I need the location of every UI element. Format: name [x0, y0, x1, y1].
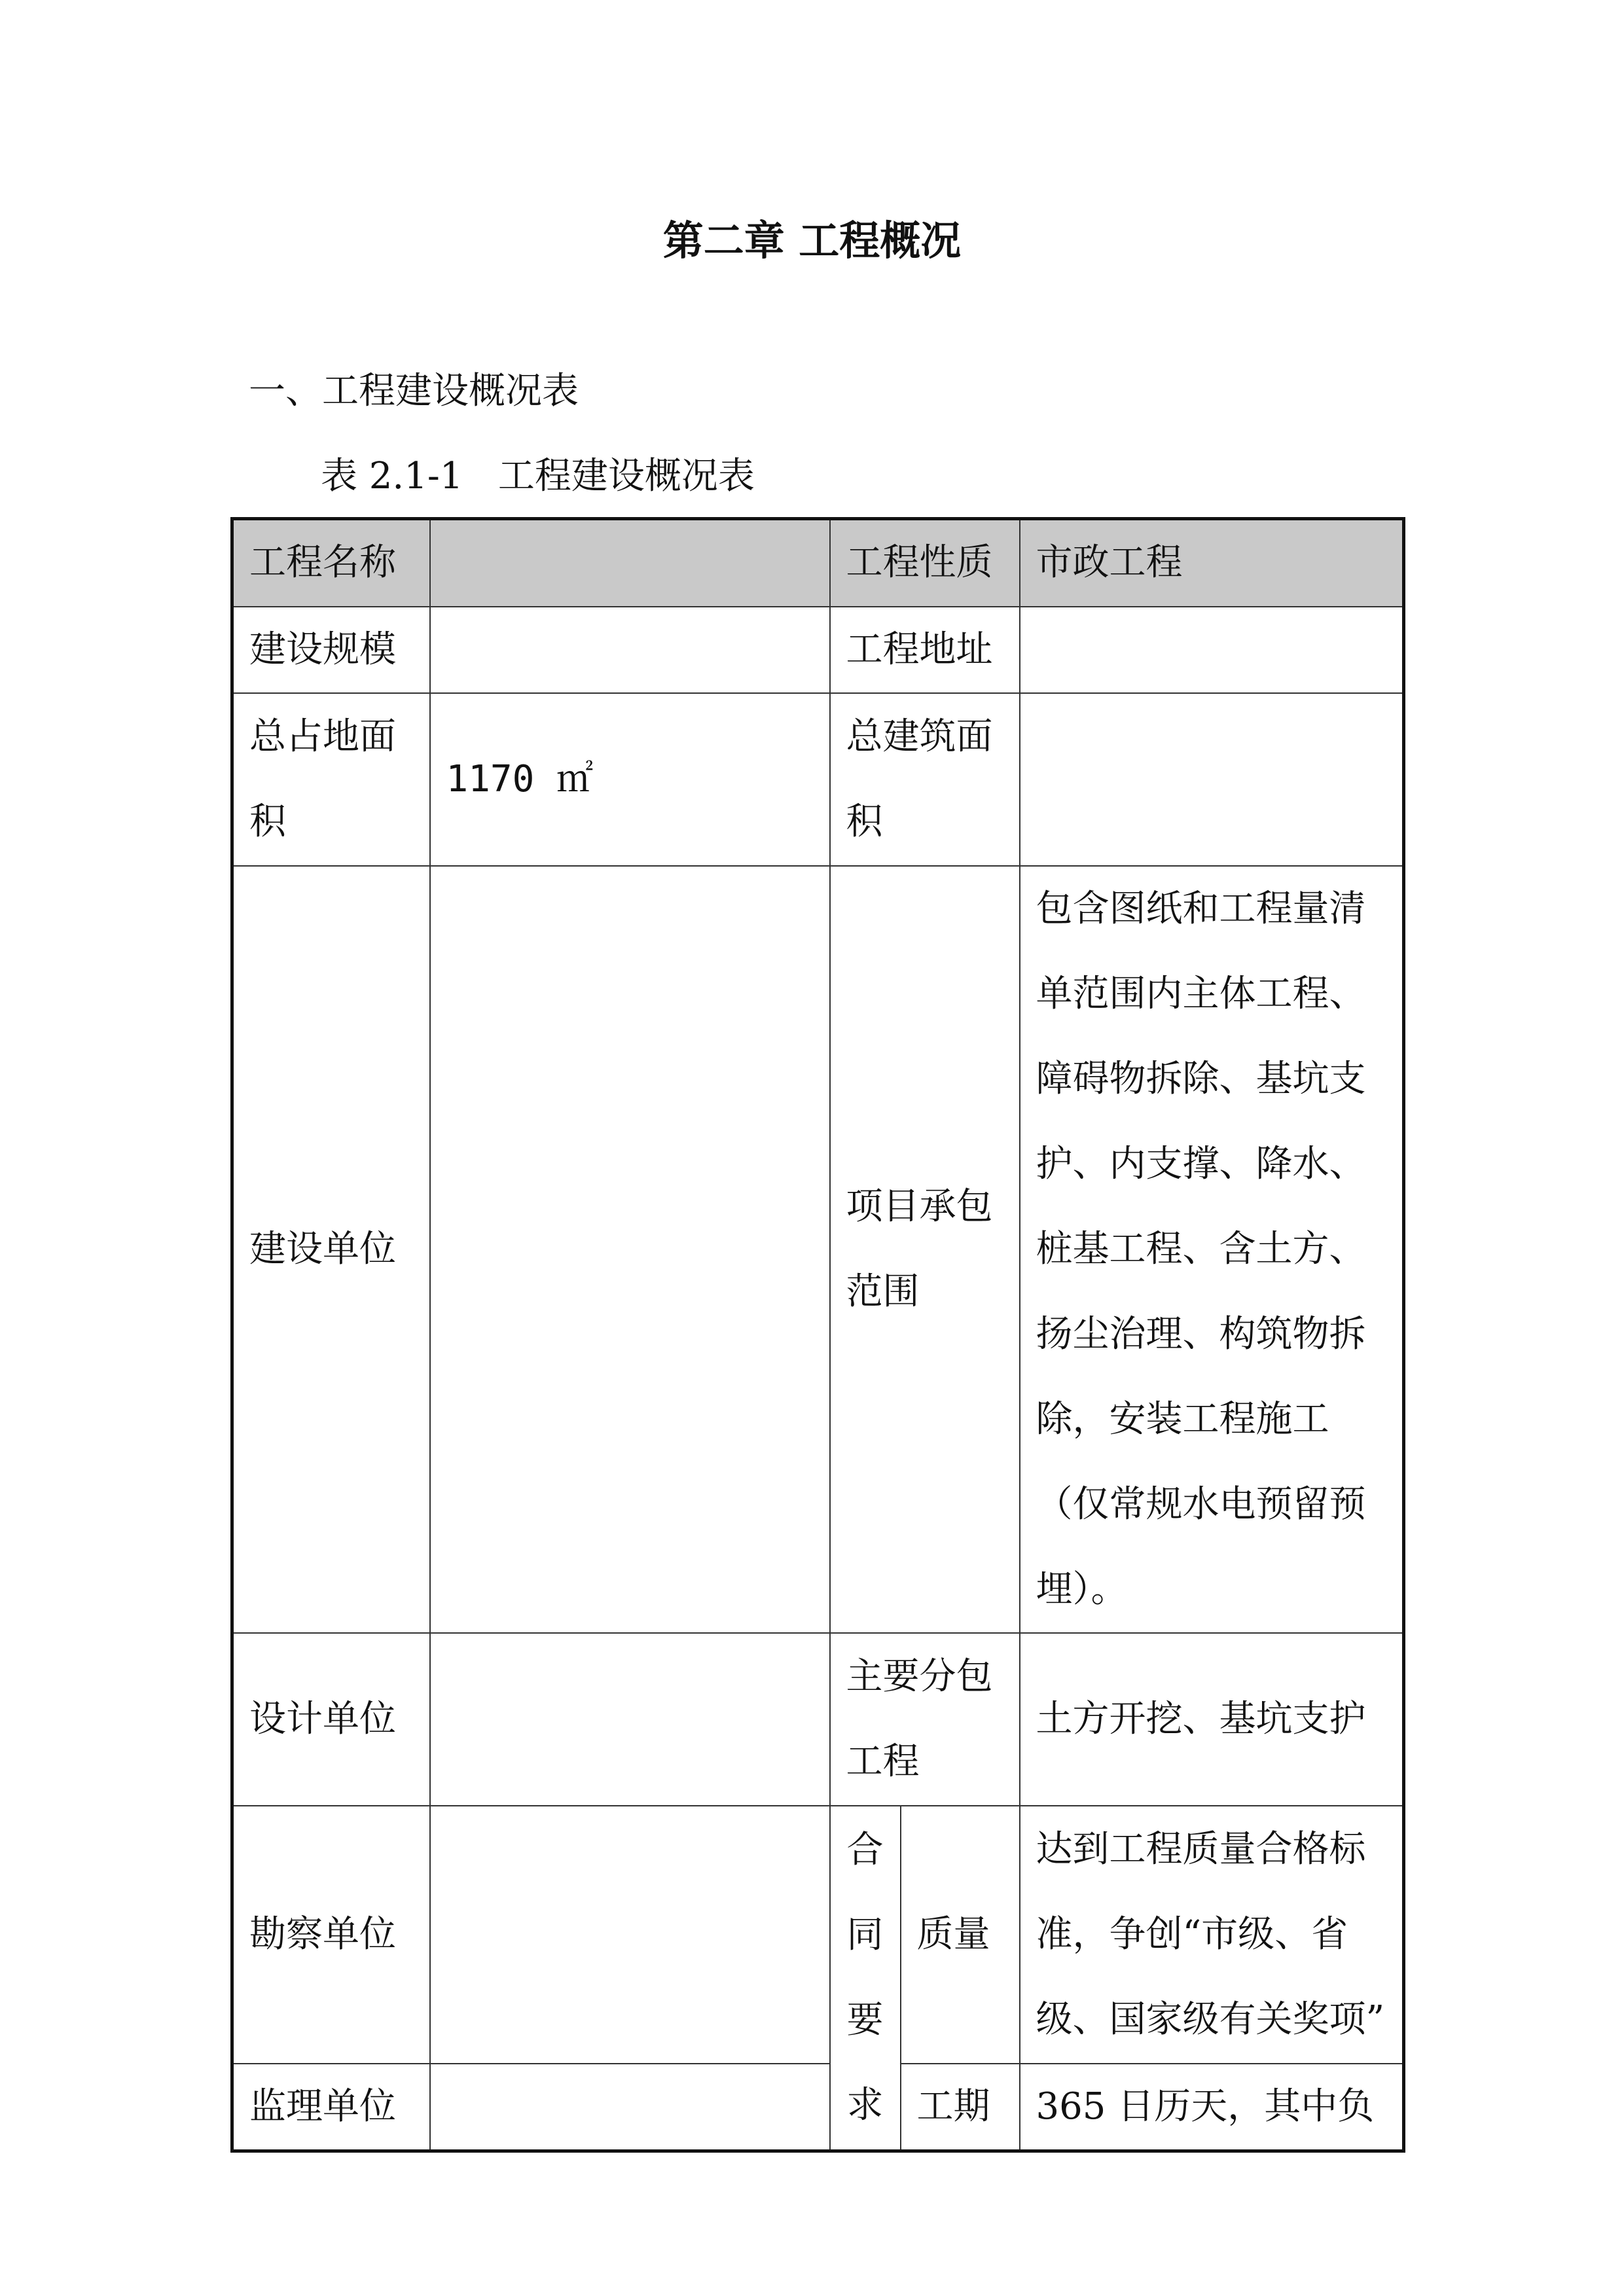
duration-label: 工期 — [901, 2064, 1020, 2151]
surveyor-value — [430, 1806, 830, 2064]
subcontract-label: 主要分包工程 — [830, 1633, 1020, 1806]
owner-label: 建设单位 — [232, 866, 430, 1633]
project-overview-table — [230, 517, 1405, 2153]
supervisor-value — [430, 2064, 830, 2151]
project-nature-label: 工程性质 — [830, 519, 1020, 607]
quality-label: 质量 — [901, 1806, 1020, 2064]
table-row — [232, 2064, 1404, 2151]
surveyor-label: 勘察单位 — [232, 1806, 430, 2064]
designer-label: 设计单位 — [232, 1633, 430, 1806]
table-row — [232, 1633, 1404, 1806]
table-row — [232, 1806, 1404, 2064]
land-area-label: 总占地面积 — [232, 693, 430, 866]
chapter-title: 第二章 工程概况 — [662, 217, 962, 264]
scope-value: 包含图纸和工程量清单范围内主体工程、障碍物拆除、基坑支护、内支撑、降水、桩基工程、含土方、扬尘治理、构筑物拆除，安装工程施工（仅常规水电预留预埋）。 — [1020, 866, 1404, 1633]
table-row — [232, 607, 1404, 693]
table-row — [232, 866, 1404, 1633]
subcontract-value: 土方开挖、基坑支护 — [1020, 1633, 1404, 1806]
section-heading: 一、工程建设概况表 — [249, 370, 579, 412]
supervisor-label: 监理单位 — [232, 2064, 430, 2151]
designer-value — [430, 1633, 830, 1806]
address-label: 工程地址 — [830, 607, 1020, 693]
building-area-label: 总建筑面积 — [830, 693, 1020, 866]
duration-value: 365 日历天，其中负 — [1020, 2064, 1404, 2151]
quality-value: 达到工程质量合格标准，争创“市级、省级、国家级有关奖项” — [1020, 1806, 1404, 2064]
address-value — [1020, 607, 1404, 693]
contract-requirements-label: 合同要求 — [830, 1806, 901, 2151]
table-caption: 表 2.1-1 工程建设概况表 — [321, 455, 755, 497]
building-area-value — [1020, 693, 1404, 866]
owner-value — [430, 866, 830, 1633]
table-row — [232, 693, 1404, 866]
project-nature-value: 市政工程 — [1020, 519, 1404, 607]
project-name-label: 工程名称 — [232, 519, 430, 607]
scale-label: 建设规模 — [232, 607, 430, 693]
land-area-value: 1170 ㎡ — [430, 693, 830, 866]
project-name-value — [430, 519, 830, 607]
table-row — [232, 519, 1404, 607]
scope-label: 项目承包范围 — [830, 866, 1020, 1633]
scale-value — [430, 607, 830, 693]
